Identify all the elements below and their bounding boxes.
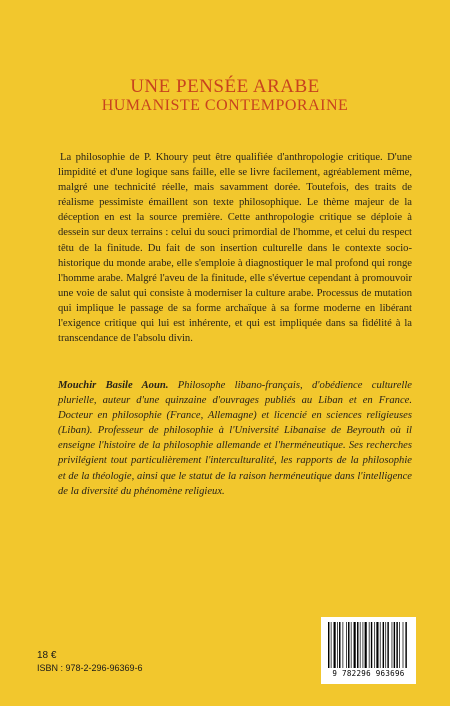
barcode (321, 617, 416, 684)
book-subtitle: HUMANISTE CONTEMPORAINE (101, 97, 349, 114)
barcode-number: 9 782296 963696 (332, 669, 405, 678)
author-bio (58, 378, 412, 499)
author-name: Mouchir Basile Aoun. (58, 380, 169, 391)
price: 18 € (37, 650, 57, 661)
barcode-icon (327, 622, 410, 668)
book-title: UNE PENSÉE ARABE (130, 76, 320, 97)
isbn: ISBN : 978-2-296-96369-6 (37, 663, 143, 673)
author-bio-text: Philosophe libano-français, d'obédience culturelle plurielle, auteur d'une quinzaine d'ouvrages publiés au Liban et en France. Docteur en philosophie (France, Allemagne) et licencié en sciences religieuses (Liban). Professeur de philosophie à l'Université Libanaise de Beyrouth où il enseigne l'histoire de la philosophie allemande et l'herméneutique. Ses recherches privilégient tout particulièrement l'interculturalité, les rapports de la philosophie et de la théologie, ainsi que le statut de la raison herméneutique dans l'intelligence de la diversité du phénomène religieux. (58, 380, 412, 497)
summary-text: La philosophie de P. Khoury peut être qualifiée d'anthropologie critique. D'une limpidité et d'une logique sans faille, elle se livre facilement, agréablement même, malgré une technicité réelle, mais savamment dorée. Toutefois, des traits de réalisme pessimiste émaillent son texte philosophique. Le thème majeur de la déception en est la source première. Cette anthropologie critique se déploie à dessein sur deux terrains : celui du souci primordial de l'homme, et celui du respect têtu de la finitude. Du fait de son insertion culturelle dans le contexte socio-historique du monde arabe, elle s'emploie à diagnostiquer le mal profond qui ronge l'homme arabe. Malgré l'aveu de la finitude, elle s'évertue cependant à promouvoir une voie de salut qui consiste à moderniser la culture arabe. Processus de mutation qui implique le passage de sa forme archaïque à sa forme moderne en libérant l'exigence critique qui lui est inhérente, et qui est impliquée dans sa fidélité à la transcendance de l'absolu divin. (58, 152, 412, 345)
